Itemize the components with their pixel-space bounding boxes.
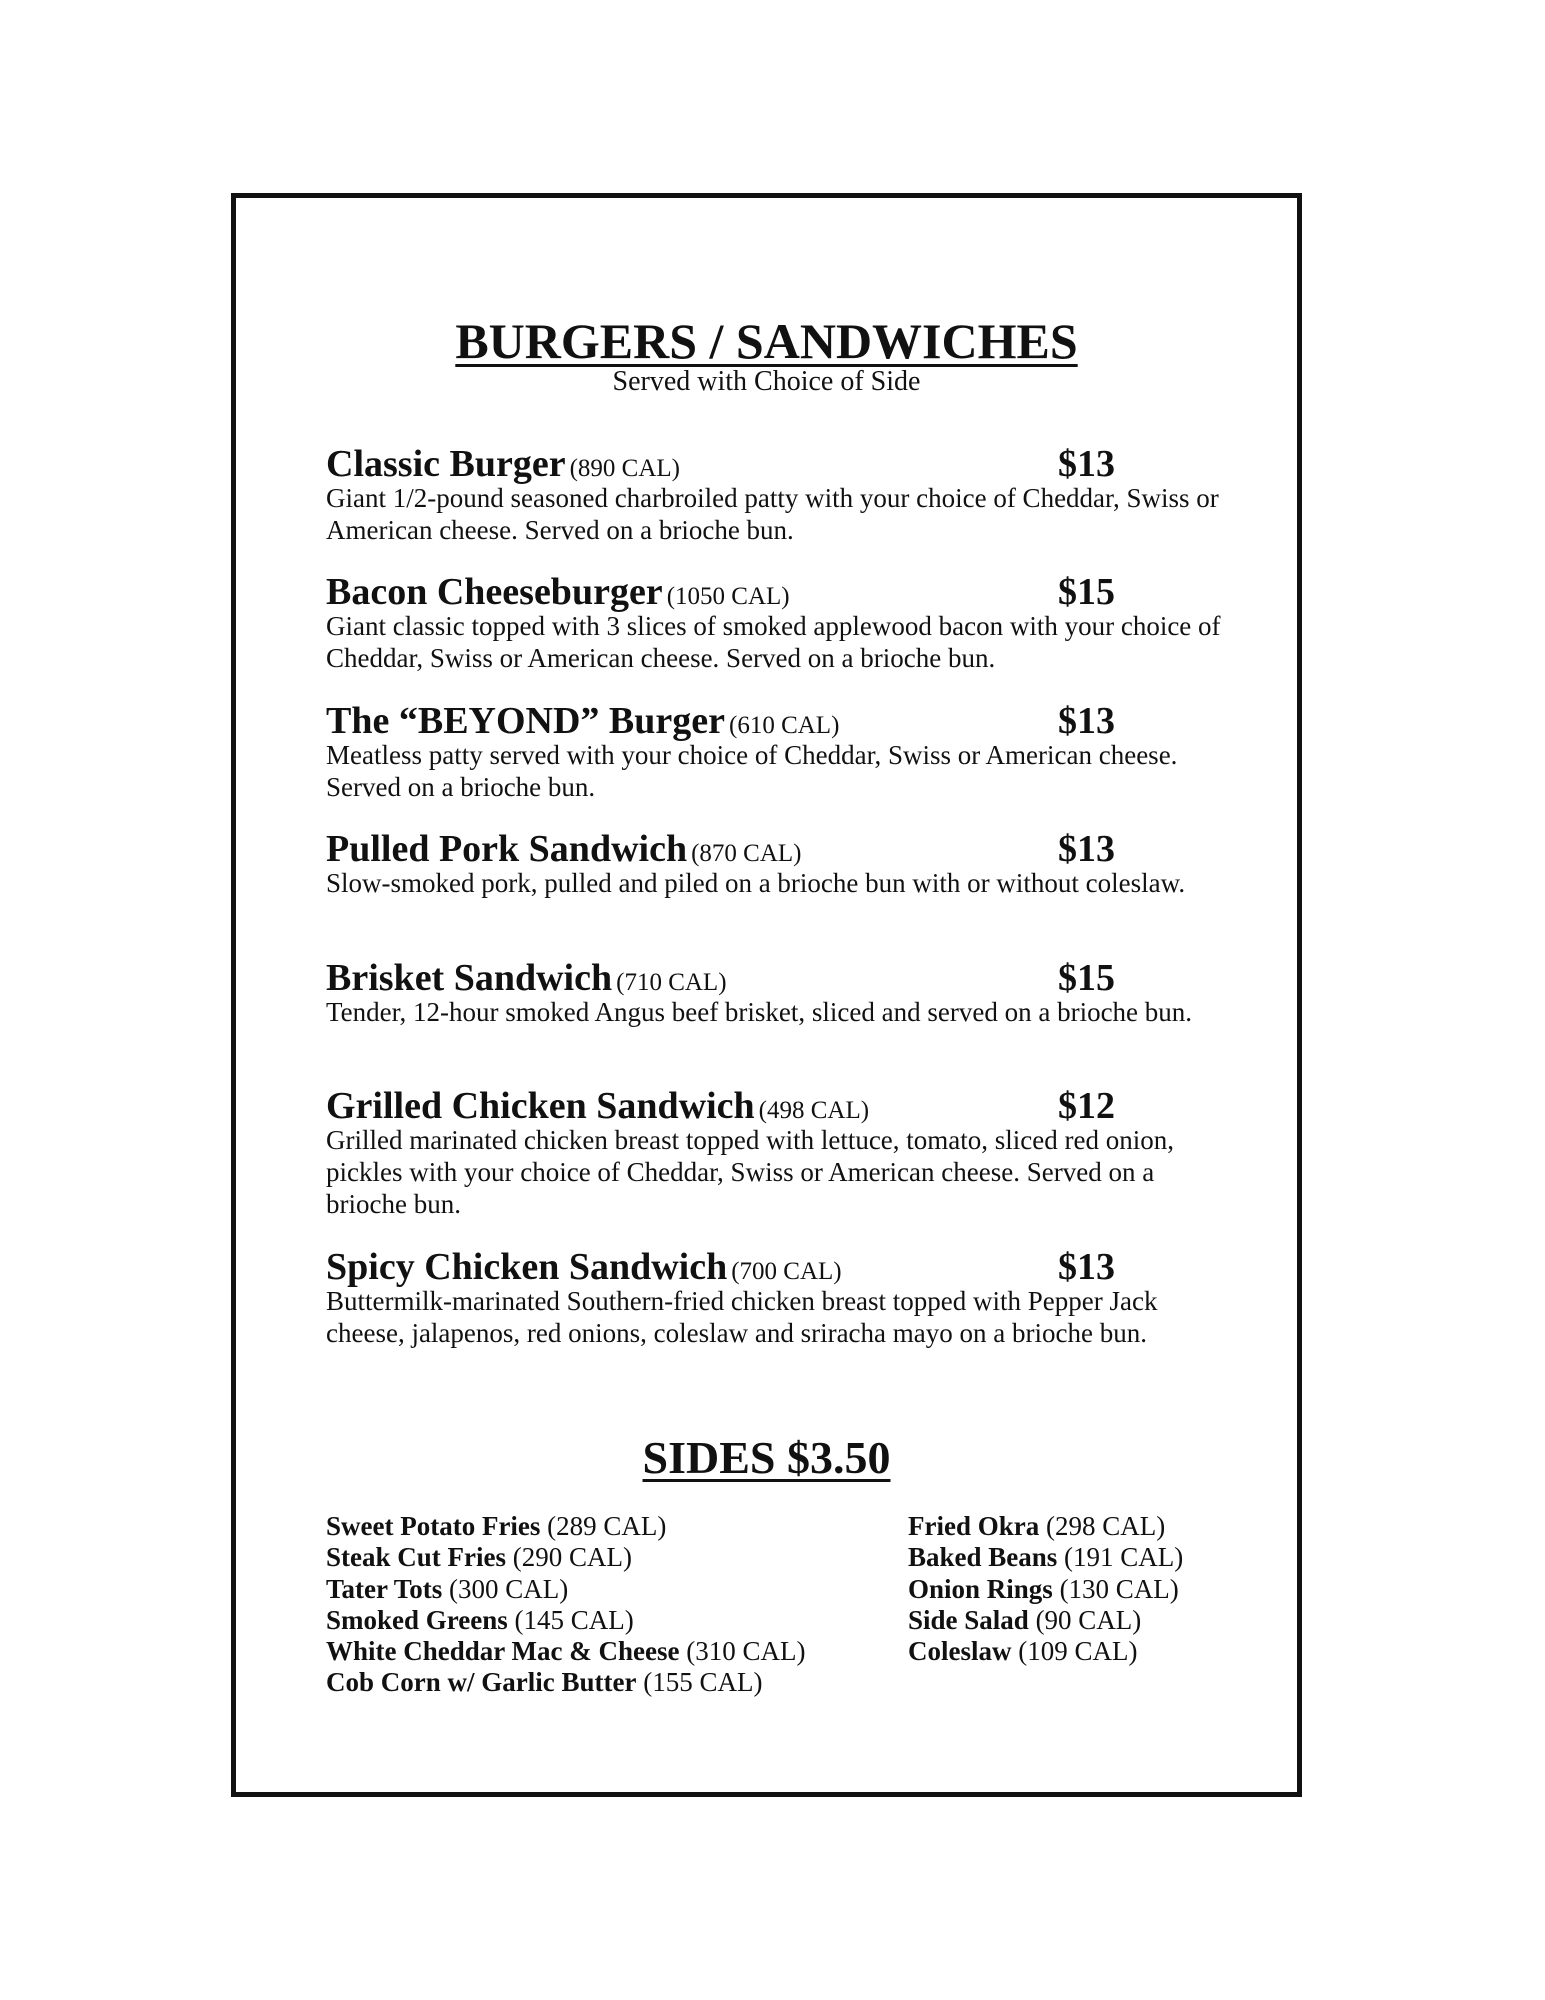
item-description: Giant 1/2-pound seasoned charbroiled patty with your choice of Cheddar, Swiss or American cheese. Served on a brioche bun. bbox=[326, 483, 1219, 545]
side-name: Tater Tots bbox=[326, 1573, 443, 1604]
item-price: $13 bbox=[1058, 700, 1115, 742]
side-item bbox=[908, 1636, 1183, 1667]
side-name: White Cheddar Mac & Cheese bbox=[326, 1636, 680, 1667]
item-description: Meatless patty served with your choice of Cheddar, Swiss or American cheese. Served on a brioche bun. bbox=[326, 740, 1178, 802]
item-calories: (870 CAL) bbox=[691, 840, 802, 867]
item-description: Tender, 12-hour smoked Angus beef brisket, sliced and served on a brioche bun. bbox=[326, 997, 1193, 1027]
item-price: $15 bbox=[1058, 957, 1115, 999]
side-name: Smoked Greens bbox=[326, 1604, 508, 1635]
side-name: Side Salad bbox=[908, 1604, 1029, 1635]
side-calories: (298 CAL) bbox=[1045, 1511, 1166, 1541]
side-calories: (191 CAL) bbox=[1064, 1542, 1184, 1573]
item-calories: (700 CAL) bbox=[731, 1258, 842, 1285]
side-name: Baked Beans bbox=[908, 1542, 1058, 1573]
side-item bbox=[908, 1542, 1183, 1573]
side-calories: (90 CAL) bbox=[1035, 1604, 1142, 1635]
side-item bbox=[326, 1667, 805, 1698]
item-price: $13 bbox=[1058, 443, 1115, 485]
item-description: Slow-smoked pork, pulled and piled on a brioche bun with or without coleslaw. bbox=[326, 868, 1186, 898]
item-name: Grilled Chicken Sandwich bbox=[326, 1085, 755, 1127]
side-name: Sweet Potato Fries bbox=[326, 1511, 541, 1541]
item-name: Brisket Sandwich bbox=[326, 957, 613, 999]
side-item bbox=[326, 1574, 805, 1605]
side-name: Fried Okra bbox=[908, 1511, 1040, 1541]
item-description: Grilled marinated chicken breast topped with lettuce, tomato, sliced red onion, pickles with your choice of Cheddar, Swiss or American cheese. Served on a brioche bun. bbox=[326, 1125, 1174, 1219]
item-description: Giant classic topped with 3 slices of smoked applewood bacon with your choice of Cheddar, Swiss or American cheese. Served on a brioche bun. bbox=[326, 611, 1221, 673]
side-calories: (109 CAL) bbox=[1018, 1636, 1138, 1667]
side-name: Coleslaw bbox=[908, 1636, 1012, 1667]
menu-item-spicy-chicken-sandwich bbox=[326, 1245, 1226, 1349]
side-item bbox=[908, 1511, 1183, 1542]
side-item bbox=[326, 1542, 805, 1573]
side-item bbox=[326, 1605, 805, 1636]
side-calories: (310 CAL) bbox=[686, 1636, 806, 1667]
item-name: Pulled Pork Sandwich bbox=[326, 828, 688, 870]
page-subtitle: Served with Choice of Side bbox=[612, 366, 921, 397]
menu-item-bacon-cheeseburger bbox=[326, 570, 1226, 674]
item-description: Buttermilk-marinated Southern-fried chicken breast topped with Pepper Jack cheese, jalapenos, red onions, coleslaw and sriracha mayo on a brioche bun. bbox=[326, 1286, 1158, 1348]
side-calories: (300 CAL) bbox=[449, 1573, 569, 1604]
menu-item-classic-burger bbox=[326, 442, 1226, 546]
sides-title: SIDES $3.50 bbox=[642, 1432, 891, 1483]
item-name: Bacon Cheeseburger bbox=[326, 571, 663, 613]
menu-item-brisket-sandwich bbox=[326, 956, 1226, 1028]
item-name: Classic Burger bbox=[326, 443, 566, 485]
item-name: Spicy Chicken Sandwich bbox=[326, 1246, 728, 1288]
side-calories: (289 CAL) bbox=[547, 1511, 667, 1541]
item-name: The “BEYOND” Burger bbox=[326, 700, 725, 742]
side-calories: (130 CAL) bbox=[1059, 1573, 1179, 1604]
side-calories: (290 CAL) bbox=[512, 1542, 632, 1573]
side-item bbox=[908, 1574, 1183, 1605]
menu-item-grilled-chicken-sandwich bbox=[326, 1084, 1226, 1220]
side-item bbox=[908, 1605, 1183, 1636]
sides-list-right bbox=[908, 1511, 1183, 1667]
item-price: $15 bbox=[1058, 571, 1115, 613]
item-calories: (498 CAL) bbox=[758, 1097, 870, 1124]
item-price: $13 bbox=[1058, 1246, 1115, 1288]
item-price: $12 bbox=[1058, 1085, 1115, 1127]
side-calories: (145 CAL) bbox=[514, 1604, 634, 1635]
side-name: Cob Corn w/ Garlic Butter bbox=[326, 1667, 637, 1698]
side-name: Steak Cut Fries bbox=[326, 1542, 506, 1573]
menu-frame bbox=[231, 193, 1302, 1797]
item-price: $13 bbox=[1058, 828, 1115, 870]
item-calories: (710 CAL) bbox=[616, 969, 727, 996]
item-calories: (890 CAL) bbox=[569, 455, 680, 482]
sides-list-left bbox=[326, 1511, 805, 1699]
item-calories: (1050 CAL) bbox=[666, 583, 790, 610]
side-name: Onion Rings bbox=[908, 1573, 1053, 1604]
page-title: BURGERS / SANDWICHES bbox=[455, 313, 1078, 369]
side-item bbox=[326, 1511, 805, 1542]
side-item bbox=[326, 1636, 805, 1667]
menu-item-pulled-pork-sandwich bbox=[326, 827, 1226, 899]
side-calories: (155 CAL) bbox=[643, 1667, 763, 1698]
item-calories: (610 CAL) bbox=[729, 712, 840, 739]
menu-item-beyond-burger bbox=[326, 699, 1226, 803]
